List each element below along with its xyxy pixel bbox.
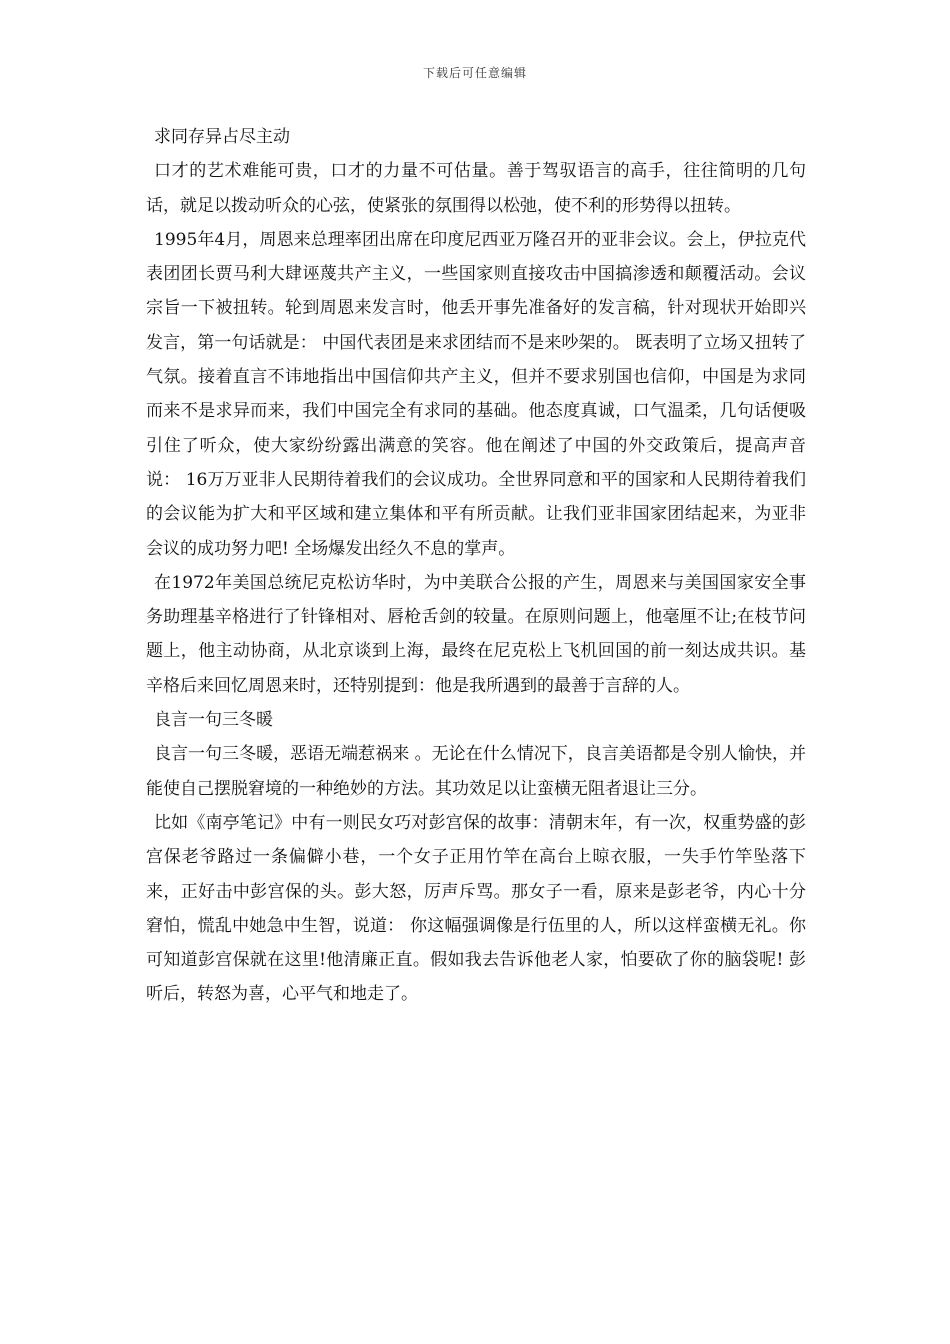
paragraph-kind-words-intro: 良言一句三冬暖，恶语无端惹祸来 。无论在什么情况下，良言美语都是令别人愉快，并能使自己摆脱窘境的一种绝妙的方法。其功效足以让蛮横无阻者退让三分。	[146, 744, 806, 799]
paragraph-bandung-conference: 1995年4月，周恩来总理率团出席在印度尼西亚万隆召开的亚非会议。会上，伊拉克代表团团长贾马利大肆诬蔑共产主义，一些国家则直接攻击中国搞渗透和颠覆活动。会议宗旨一下被扭转。轮到周恩来发言时，他丢开事先准备好的发言稿，针对现状开始即兴发言，第一句话就是： 中国代表团是来求团结而不是来吵架的。 既表明了立场又扭转了气氛。接着直言不讳地指出中国信仰共产主义，但并不要求别国也信仰，中国是为求同而来不是求异而来，我们中国完全有求同的基础。他态度真诚，口气温柔，几句话便吸引住了听众，使大家纷纷露出满意的笑容。他在阐述了中国的外交政策后，提高声音说： 16万万亚非人民期待着我们的会议成功。全世界同意和平的国家和人民期待着我们的会议能为扩大和平区域和建立集体和平有所贡献。让我们亚非国家团结起来，为亚非会议的成功努力吧! 全场爆发出经久不息的掌声。	[146, 229, 806, 559]
section-heading-seek-common-ground: 求同存异占尽主动	[154, 127, 290, 147]
paragraph-nixon-visit: 在1972年美国总统尼克松访华时，为中美联合公报的产生，周恩来与美国国家安全事务助理基辛格进行了针锋相对、唇枪舌剑的较量。在原则问题上，他毫厘不让;在枝节问题上，他主动协商，从北京谈到上海，最终在尼克松上飞机回国的前一刻达成共识。基辛格后来回忆周恩来时，还特别提到：他是我所遇到的最善于言辞的人。	[146, 572, 806, 696]
section-heading-kind-words: 良言一句三冬暖	[154, 710, 273, 731]
paragraph-eloquence-intro: 口才的艺术难能可贵，口才的力量不可估量。善于驾驭语言的高手，往往简明的几句话，就足以拨动听众的心弦，使紧张的氛围得以松弛，使不利的形势得以扭转。	[146, 161, 806, 216]
page-header: 下载后可任意编辑	[422, 66, 527, 80]
document-body	[146, 120, 806, 1012]
paragraph-nanting-story: 比如《南亭笔记》中有一则民女巧对彭宫保的故事：清朝末年，有一次，权重势盛的彭宫保老爷路过一条偏僻小巷，一个女子正用竹竿在高台上晾衣服，一失手竹竿坠落下来，正好击中彭宫保的头。彭大怒，厉声斥骂。那女子一看，原来是彭老爷，内心十分窘怕，慌乱中她急中生智，说道： 你这幅强调像是行伍里的人，所以这样蛮横无礼。你可知道彭宫保就在这里!他清廉正直。假如我去告诉他老人家，怕要砍了你的脑袋呢! 彭听后，转怒为喜，心平气和地走了。	[146, 812, 806, 1005]
